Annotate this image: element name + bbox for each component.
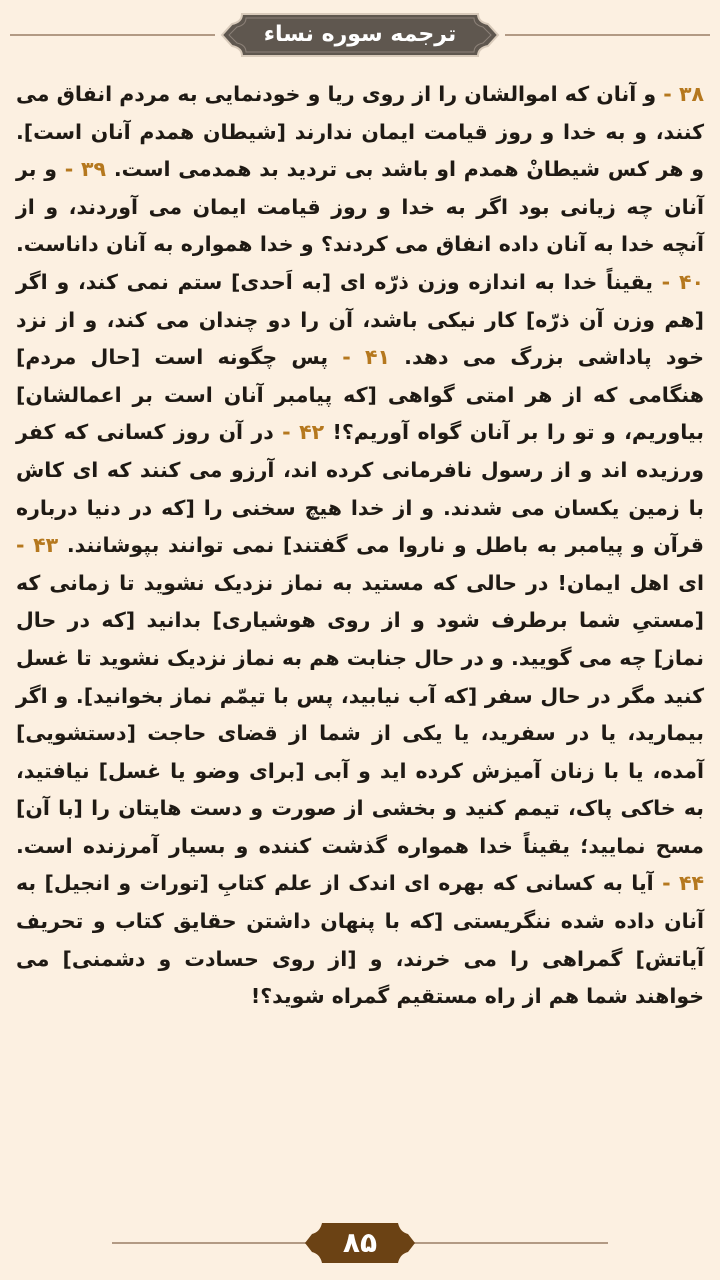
header-title-badge bbox=[220, 12, 500, 58]
verse-text: پس چگونه است [حال مردم] هنگامی که از هر امتی گواهی [که پیامبر آنان است بر اعمالشان] بیاوریم، و تو را بر آنان گواه آوریم؟! bbox=[16, 345, 704, 445]
page-number-badge bbox=[304, 1222, 416, 1264]
verse-number: ۴۲ - bbox=[273, 420, 325, 445]
verse-number: ۳۹ - bbox=[56, 157, 107, 182]
verse-number: ۴۱ - bbox=[328, 345, 390, 370]
verse-text: و آنان که اموالشان را از روی ریا و خودنمایی به مردم انفاق می کنند، و به خدا و روز قیامت ایمان ندارند [شیطان همدم آنان است]. و هر کس شیطانْ همدم او باشد بی تردید بد همدمی است. bbox=[16, 82, 704, 182]
translation-text bbox=[16, 76, 704, 1016]
footer-divider-left bbox=[112, 1242, 312, 1244]
header-divider-left bbox=[10, 34, 215, 36]
verse-number: ۳۸ - bbox=[656, 82, 704, 106]
verse-text: در آن روز کسانی که کفر ورزیده اند و از رسول نافرمانی کرده اند، آرزو می کنند که ای کاش با زمین یکسان می شدند. و از خدا هیچ سخنی را [که در دنیا درباره قرآن و پیامبر به باطل و ناروا می گفتند] نمی توانند بپوشانند. bbox=[16, 420, 704, 558]
verse-text: ای اهل ایمان! در حالی که مستید به نماز نزدیک نشوید تا زمانی که [مستیِ شما برطرف شود و از روی هوشیاری] بدانید [که در حال نماز] چه می گویید. و در حال جنابت هم به نماز نزدیک نشوید تا غسل کنید مگر در حال سفر [که آب نیابید، پس با تیمّم نماز بخوانید]. و اگر بیمارید، یا در سفرید، یا یکی از شما از قضای حاجت [دستشویی] آمده، یا با زنان آمیزش کرده اید و آبی [برای وضو یا غسل] نیافتید، به خاکی پاک، تیمم کنید و بخشی از صورت و دست هایتان را [با آن] مسح نمایید؛ یقیناً خدا همواره گذشت کننده و بسیار آمرزنده است. bbox=[16, 570, 704, 858]
page-number: ۸۵ bbox=[342, 1226, 378, 1259]
page-footer bbox=[0, 1220, 720, 1266]
verse-paragraph bbox=[16, 76, 704, 1016]
verse-text: و بر آنان چه زیانی بود اگر به خدا و روز قیامت ایمان می آوردند، و از آنچه خدا به آنان داده انفاق می کردند؟ و خدا همواره به آنان داناست. bbox=[16, 157, 704, 257]
verse-number: ۴۰ - bbox=[652, 269, 704, 294]
verse-number: ۴۳ - bbox=[16, 533, 59, 558]
verse-text: یقیناً خدا به اندازه وزن ذرّه ای [به اَحدی] ستم نمی کند، و اگر [هم وزن آن ذرّه] کار نیکی باشد، آن را دو چندان می کند، و از نزد خود پاداشی بزرگ می دهد. bbox=[16, 269, 704, 370]
verse-number: ۴۴ - bbox=[653, 871, 704, 896]
verse-text: آیا به کسانی که بهره ای اندک از علم کتابِ [تورات و انجیل] به آنان داده شده ننگریستی [که با پنهان داشتن حقایق کتاب و تحریف آیاتش] گمراهی را می خرند، و [از روی حسادت و دشمنی] می خواهند شما هم از راه مستقیم گمراه شوید؟! bbox=[16, 871, 704, 1009]
header-divider-right bbox=[505, 34, 710, 36]
footer-divider-right bbox=[408, 1242, 608, 1244]
page-title: ترجمه سوره نساء bbox=[263, 22, 457, 47]
page-header bbox=[0, 12, 720, 58]
